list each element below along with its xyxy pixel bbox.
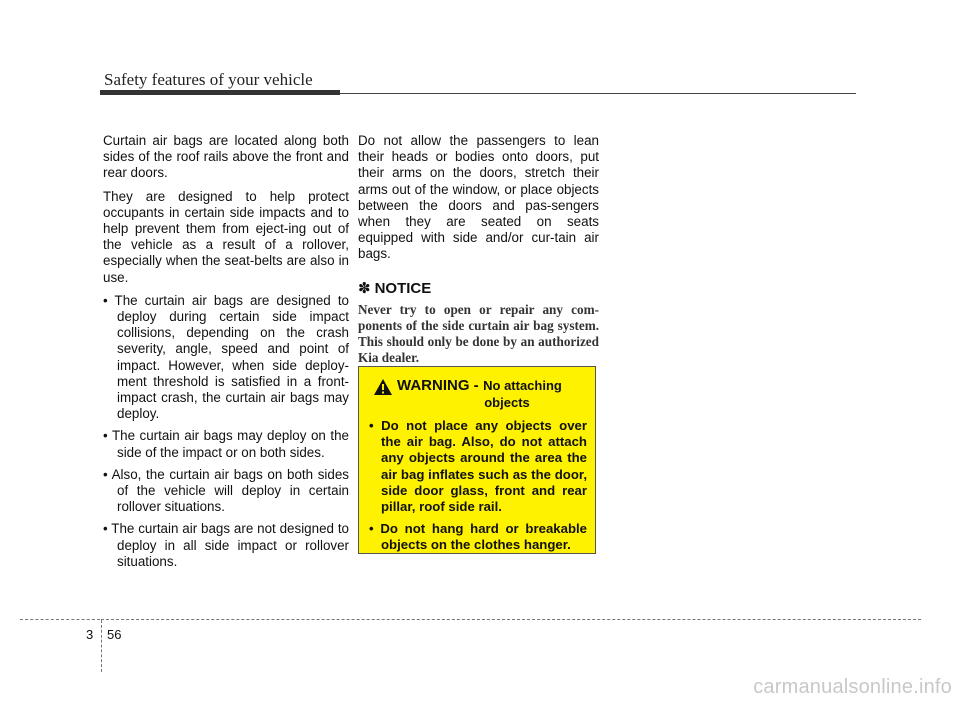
bullet-deploy-side: • The curtain air bags may deploy on the side of the impact or on both sides. — [103, 428, 349, 460]
page-number: 56 — [107, 627, 122, 642]
warning-bullet-no-hanging: • Do not hang hard or breakable objects on the clothes hanger. — [369, 521, 587, 553]
paragraph-passengers: Do not allow the passengers to lean their heads or bodies onto doors, put their arms on the doors, stretch their arms out of the window, or place objects between the doors and pas-sengers when they are seated on seats equipped with side and/or cur-tain air bags. — [358, 133, 599, 262]
notice-text: Never try to open or repair any com-ponents of the side curtain air bag system. This should only be done by an authorized Kia dealer. — [358, 301, 599, 366]
warning-heading — [369, 377, 587, 410]
header-rule-thin — [340, 93, 856, 94]
warning-triangle-icon — [373, 378, 393, 396]
footer-rule-right — [101, 619, 921, 620]
left-column — [103, 133, 349, 576]
warning-bullet-no-objects: • Do not place any objects over the air bag. Also, do not attach any objects around the area the air bag inflates such as the door, side door glass, front and rear pillar, roof side rail. — [369, 418, 587, 515]
header-title: Safety features of your vehicle — [104, 70, 313, 89]
warning-subtitle-line1: No attaching — [483, 378, 562, 393]
warning-label: WARNING - — [397, 377, 479, 394]
notice-heading — [358, 281, 599, 297]
paragraph-location: Curtain air bags are located along both sides of the roof rails above the front and rear doors. — [103, 133, 349, 181]
footer-rule-left — [20, 619, 100, 620]
bullet-rollover: • Also, the curtain air bags on both sides of the vehicle will deploy in certain rollover situations. — [103, 466, 349, 515]
bullet-not-all-situations: • The curtain air bags are not designed to deploy in all side impact or rollover situations. — [103, 521, 349, 569]
paragraph-purpose: They are designed to help protect occupants in certain side impacts and to help prevent them from eject-ing out of the vehicle as a result of a rollover, especially when the seat-belts are also in use. — [103, 188, 349, 285]
header-rule-thick — [100, 90, 340, 95]
notice-title: NOTICE — [374, 279, 432, 297]
bullet-deploy-collisions: • The curtain air bags are designed to deploy during certain side impact collisions, depending on the crash severity, angle, speed and point of impact. However, when side deploy-ment threshold is satisfied in a front-impact crash, the curtain air bags may deploy. — [103, 292, 349, 422]
right-column — [358, 133, 599, 367]
warning-subtitle-line2: objects — [484, 395, 530, 410]
warning-box — [358, 366, 596, 554]
chapter-number: 3 — [86, 627, 94, 642]
footer-divider — [101, 620, 102, 672]
warning-list — [369, 418, 587, 554]
notice-star-icon: ✽ — [358, 279, 371, 297]
watermark: carmanualsonline.info — [753, 676, 952, 698]
